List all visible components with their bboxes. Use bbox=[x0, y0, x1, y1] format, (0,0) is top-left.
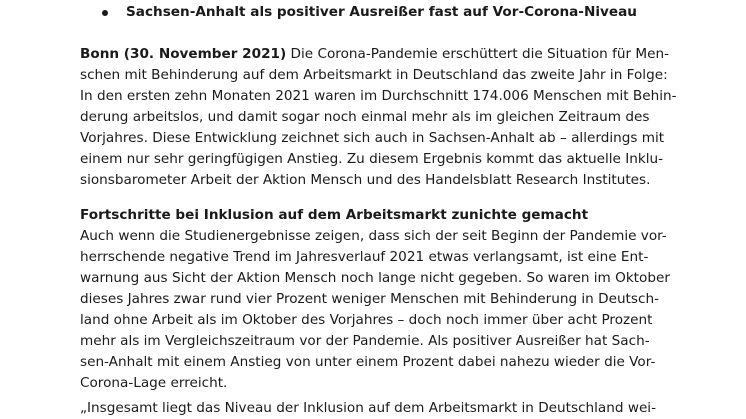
section-line: Corona-Lage erreicht. bbox=[80, 375, 228, 391]
section-line: dieses Jahres zwar rund vier Prozent weniger Menschen mit Behinderung in Deutsch- bbox=[80, 291, 659, 307]
lead-first-line-text: Die Corona-Pandemie erschüttert die Situation für Men- bbox=[286, 46, 670, 62]
quote-line: „Insgesamt liegt das Niveau der Inklusion auf dem Arbeitsmarkt in Deutschland wei- bbox=[80, 400, 656, 416]
lead-first-line bbox=[80, 44, 670, 65]
section-line: land ohne Arbeit als im Oktober des Vorjahres – doch noch immer über acht Prozent bbox=[80, 312, 653, 328]
bullet-text: Sachsen-Anhalt als positiver Ausreißer fast auf Vor-Corona-Niveau bbox=[126, 4, 637, 20]
section-line: herrschende negative Trend im Jahresverlauf 2021 etwas verlangsamt, ist eine Ent- bbox=[80, 249, 649, 265]
section-line: Auch wenn die Studienergebnisse zeigen, dass sich der seit Beginn der Pandemie vor- bbox=[80, 228, 667, 244]
dateline: Bonn (30. November 2021) bbox=[80, 46, 287, 62]
lead-line: einem nur sehr geringfügigen Anstieg. Zu diesem Ergebnis kommt das aktuelle Inklu- bbox=[80, 151, 663, 167]
lead-line: In den ersten zehn Monaten 2021 waren im Durchschnitt 174.006 Menschen mit Behin- bbox=[80, 88, 677, 104]
section-line: mehr als im Vergleichszeitraum vor der Pandemie. Als positiver Ausreißer hat Sach- bbox=[80, 333, 650, 349]
lead-paragraph bbox=[80, 44, 677, 191]
section-paragraph bbox=[80, 205, 670, 394]
lead-line: Vorjahres. Diese Entwicklung zeichnet sich auch in Sachsen-Anhalt ab – allerdings mit bbox=[80, 130, 665, 146]
lead-line: schen mit Behinderung auf dem Arbeitsmarkt in Deutschland das zweite Jahr in Folge: bbox=[80, 67, 668, 83]
section-line: sen-Anhalt mit einem Anstieg von unter einem Prozent dabei nahezu wieder die Vor- bbox=[80, 354, 656, 370]
section-line: warnung aus Sicht der Aktion Mensch noch lange nicht gegeben. So waren im Oktober bbox=[80, 270, 670, 286]
lead-line: sionsbarometer Arbeit der Aktion Mensch und des Handelsblatt Research Institutes. bbox=[80, 172, 651, 188]
quote-paragraph bbox=[80, 398, 656, 419]
section-heading: Fortschritte bei Inklusion auf dem Arbeitsmarkt zunichte gemacht bbox=[80, 207, 589, 223]
lead-line: derung arbeitslos, und damit sogar noch einmal mehr als im gleichen Zeitraum des bbox=[80, 109, 650, 125]
bullet-dot-icon bbox=[102, 10, 108, 16]
